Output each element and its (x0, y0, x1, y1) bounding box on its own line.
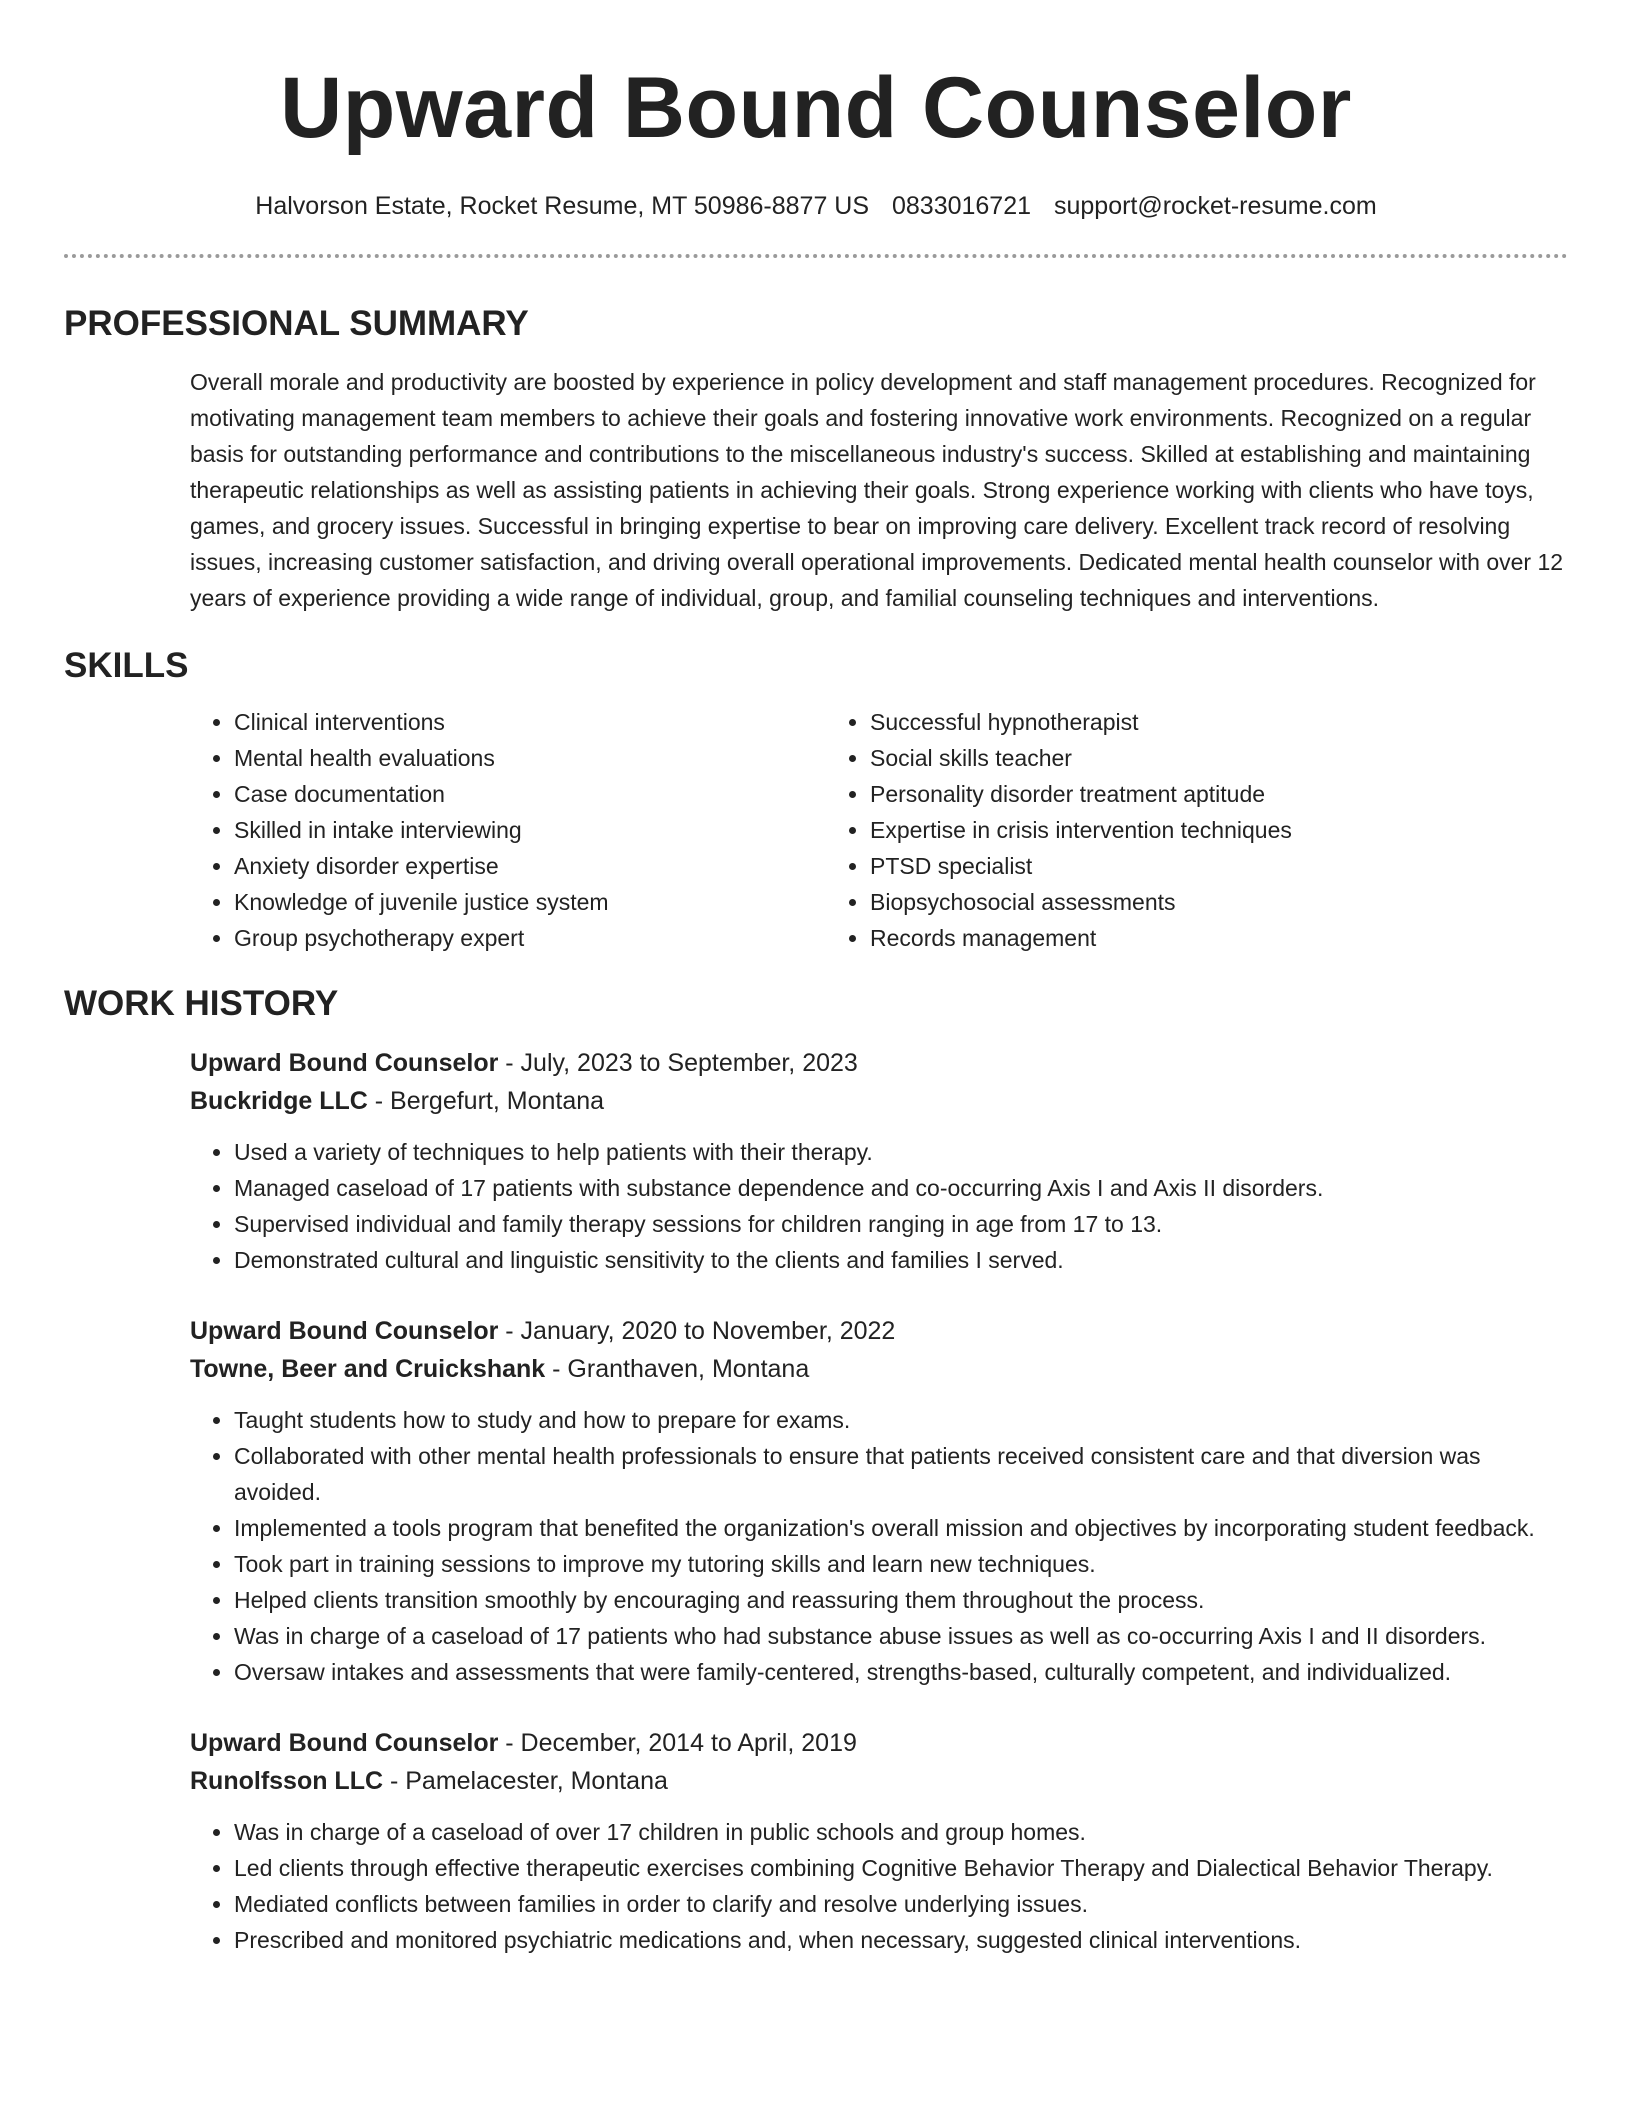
job-title-line (190, 1044, 1568, 1082)
job-entry (190, 1724, 1568, 1958)
job-bullet: • Managed caseload of 17 patients with substance dependence and co-occurring Axis I and Axis II disorders. (234, 1170, 1568, 1206)
job-list (190, 1044, 1568, 1958)
skill-item: • Group psychotherapy expert (234, 920, 826, 956)
job-bullet: • Used a variety of techniques to help patients with their therapy. (234, 1134, 1568, 1170)
job-bullet: • Was in charge of a caseload of over 17 children in public schools and group homes. (234, 1814, 1568, 1850)
skill-item: • Clinical interventions (234, 704, 826, 740)
resume-header (64, 58, 1568, 258)
skills-section (64, 644, 1568, 956)
job-dates: - December, 2014 to April, 2019 (498, 1729, 857, 1757)
summary-text: Overall morale and productivity are boosted by experience in policy development and staff management procedures. Recognized for motivating management team members to achieve their goals and fostering innovative work environments. Recognized on a regular basis for outstanding performance and contributions to the miscellaneous industry's success. Skilled at establishing and maintaining therapeutic relationships as well as assisting patients in achieving their goals. Strong experience working with clients who have toys, games, and grocery issues. Successful in bringing expertise to bear on improving care delivery. Excellent track record of resolving issues, increasing customer satisfaction, and driving overall operational improvements. Dedicated mental health counselor with over 12 years of experience providing a wide range of individual, group, and familial counseling techniques and interventions. (190, 369, 1564, 611)
resume-page (64, 0, 1568, 1992)
job-bullet: • Oversaw intakes and assessments that were family-centered, strengths-based, culturally competent, and individualized. (234, 1654, 1568, 1690)
job-bullet: • Prescribed and monitored psychiatric medications and, when necessary, suggested clinical interventions. (234, 1922, 1568, 1958)
job-company-line (190, 1082, 1568, 1120)
job-bullet: • Demonstrated cultural and linguistic sensitivity to the clients and families I served. (234, 1242, 1568, 1278)
skills-list-right (826, 704, 1462, 956)
job-bullets (190, 1814, 1568, 1958)
section-title-summary: PROFESSIONAL SUMMARY (64, 304, 529, 343)
job-dates: - January, 2020 to November, 2022 (498, 1317, 896, 1345)
job-location: - Bergefurt, Montana (367, 1087, 605, 1115)
job-company: Buckridge LLC (190, 1087, 368, 1115)
skill-item: • Records management (870, 920, 1462, 956)
skills-list-left (190, 704, 826, 956)
contact-phone: 0833016721 (891, 192, 1032, 220)
skill-item: • Personality disorder treatment aptitude (870, 776, 1462, 812)
job-bullet: • Took part in training sessions to improve my tutoring skills and learn new techniques. (234, 1546, 1568, 1582)
job-entry (190, 1044, 1568, 1278)
skill-item: • Skilled in intake interviewing (234, 812, 826, 848)
job-company-line (190, 1350, 1568, 1388)
section-title-work-history: WORK HISTORY (64, 984, 339, 1023)
job-bullet: • Implemented a tools program that benefited the organization's overall mission and objectives by incorporating student feedback. (234, 1510, 1568, 1546)
work-history-section (64, 982, 1568, 1958)
job-entry (190, 1312, 1568, 1690)
job-location: - Granthaven, Montana (545, 1355, 810, 1383)
skills-columns (190, 704, 1568, 956)
job-title: Upward Bound Counselor (190, 1317, 499, 1345)
skill-item: • PTSD specialist (870, 848, 1462, 884)
header-divider (64, 254, 1568, 258)
skill-item: • Biopsychosocial assessments (870, 884, 1462, 920)
job-title-line (190, 1312, 1568, 1350)
skill-item: • Knowledge of juvenile justice system (234, 884, 826, 920)
job-title-line (190, 1724, 1568, 1762)
skill-item: • Successful hypnotherapist (870, 704, 1462, 740)
job-title: Upward Bound Counselor (190, 1729, 499, 1757)
job-bullets (190, 1402, 1568, 1690)
candidate-name: Upward Bound Counselor (280, 60, 1352, 156)
skill-item: • Anxiety disorder expertise (234, 848, 826, 884)
job-location: - Pamelacester, Montana (383, 1767, 668, 1795)
job-bullet: • Helped clients transition smoothly by encouraging and reassuring them throughout the process. (234, 1582, 1568, 1618)
job-company-line (190, 1762, 1568, 1800)
skill-item: • Social skills teacher (870, 740, 1462, 776)
skill-item: • Case documentation (234, 776, 826, 812)
contact-email: support@rocket-resume.com (1053, 192, 1377, 220)
job-company: Runolfsson LLC (190, 1767, 384, 1795)
skill-item: • Expertise in crisis intervention techniques (870, 812, 1462, 848)
job-bullet: • Taught students how to study and how to prepare for exams. (234, 1402, 1568, 1438)
job-bullet: • Led clients through effective therapeutic exercises combining Cognitive Behavior Therapy and Dialectical Behavior Therapy. (234, 1850, 1568, 1886)
job-bullets (190, 1134, 1568, 1278)
job-bullet: • Supervised individual and family therapy sessions for children ranging in age from 17 to 13. (234, 1206, 1568, 1242)
contact-address: Halvorson Estate, Rocket Resume, MT 50986-8877 US (255, 192, 870, 220)
professional-summary-section (64, 302, 1568, 616)
job-bullet: • Mediated conflicts between families in order to clarify and resolve underlying issues. (234, 1886, 1568, 1922)
job-bullet: • Collaborated with other mental health professionals to ensure that patients received consistent care and that diversion was avoided. (234, 1438, 1568, 1510)
job-company: Towne, Beer and Cruickshank (190, 1355, 546, 1383)
skill-item: • Mental health evaluations (234, 740, 826, 776)
job-dates: - July, 2023 to September, 2023 (498, 1049, 858, 1077)
job-bullet: • Was in charge of a caseload of 17 patients who had substance abuse issues as well as co-occurring Axis I and II disorders. (234, 1618, 1568, 1654)
contact-line (64, 190, 1568, 222)
section-title-skills: SKILLS (64, 646, 189, 685)
job-title: Upward Bound Counselor (190, 1049, 499, 1077)
